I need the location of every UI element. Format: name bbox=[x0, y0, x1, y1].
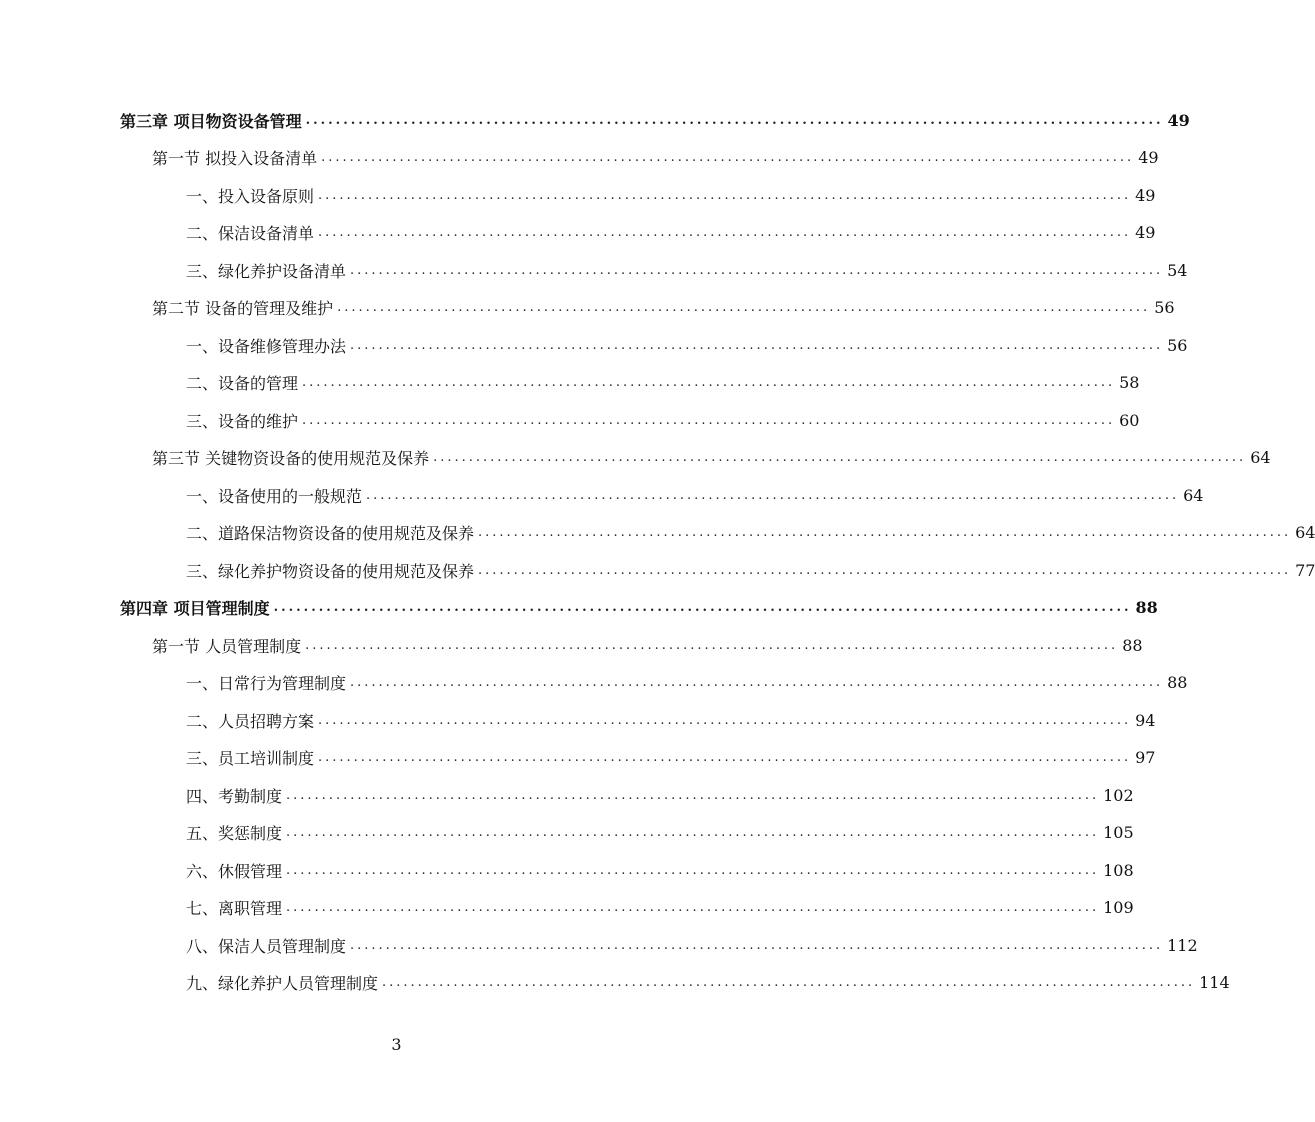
toc-dot-leader: .................................................................................................................. bbox=[286, 899, 1100, 915]
toc-entry-title: 八、保洁人员管理制度 bbox=[186, 936, 347, 956]
toc-entry-title: 二、设备的管理 bbox=[186, 373, 299, 393]
toc-entry-title: 第三节 关键物资设备的使用规范及保养 bbox=[152, 448, 430, 468]
toc-entry-page: 49 bbox=[1135, 185, 1156, 205]
toc-dot-leader: .................................................................................................................. bbox=[286, 787, 1100, 803]
toc-entry-page: 112 bbox=[1167, 935, 1198, 955]
toc-entry-title: 第二节 设备的管理及维护 bbox=[152, 298, 334, 318]
toc-dot-leader: .................................................................................................................. bbox=[350, 937, 1164, 953]
toc-entry-title: 九、绿化养护人员管理制度 bbox=[186, 973, 379, 993]
toc-entry-page: 56 bbox=[1167, 335, 1188, 355]
toc-entry-page: 64 bbox=[1183, 485, 1204, 505]
toc-entry-item[interactable] bbox=[186, 930, 1198, 960]
toc-entry-item[interactable] bbox=[186, 780, 1134, 810]
toc-entry-item[interactable] bbox=[186, 517, 1315, 547]
toc-entry-page: 94 bbox=[1135, 710, 1156, 730]
toc-entry-title: 二、保洁设备清单 bbox=[186, 223, 315, 243]
toc-dot-leader: .................................................................................................................. bbox=[302, 374, 1116, 390]
toc-entry-page: 109 bbox=[1103, 897, 1134, 917]
toc-entry-page: 108 bbox=[1103, 860, 1134, 880]
toc-dot-leader: .................................................................................................................. bbox=[273, 599, 1132, 615]
toc-entry-item[interactable] bbox=[186, 555, 1315, 585]
toc-entry-title: 三、绿化养护物资设备的使用规范及保养 bbox=[186, 561, 475, 581]
toc-dot-leader: .................................................................................................................. bbox=[366, 487, 1180, 503]
toc-entry-item[interactable] bbox=[186, 217, 1156, 247]
toc-entry-item[interactable] bbox=[186, 667, 1188, 697]
toc-entry-title: 六、休假管理 bbox=[186, 861, 283, 881]
toc-entry-title: 第一节 人员管理制度 bbox=[152, 636, 302, 656]
toc-entry-title: 一、设备维修管理办法 bbox=[186, 336, 347, 356]
toc-entry-item[interactable] bbox=[186, 967, 1230, 997]
toc-entry-title: 二、人员招聘方案 bbox=[186, 711, 315, 731]
toc-entry-item[interactable] bbox=[186, 855, 1134, 885]
toc-entry-page: 97 bbox=[1135, 747, 1156, 767]
toc-dot-leader: .................................................................................................................. bbox=[321, 149, 1135, 165]
toc-entry-item[interactable] bbox=[186, 480, 1204, 510]
toc-entry-title: 三、绿化养护设备清单 bbox=[186, 261, 347, 281]
toc-dot-leader: .................................................................................................................. bbox=[350, 262, 1164, 278]
toc-dot-leader: .................................................................................................................. bbox=[286, 862, 1100, 878]
toc-entry-page: 88 bbox=[1122, 635, 1143, 655]
toc-entry-page: 88 bbox=[1167, 672, 1188, 692]
toc-entry-page: 64 bbox=[1250, 447, 1271, 467]
toc-entry-section[interactable] bbox=[152, 292, 1175, 322]
toc-entry-page: 105 bbox=[1103, 822, 1134, 842]
toc-entry-page: 60 bbox=[1119, 410, 1140, 430]
toc-dot-leader: .................................................................................................................. bbox=[305, 637, 1119, 653]
toc-dot-leader: .................................................................................................................. bbox=[350, 337, 1164, 353]
toc-entry-title: 三、员工培训制度 bbox=[186, 748, 315, 768]
toc-entry-title: 三、设备的维护 bbox=[186, 411, 299, 431]
toc-entry-title: 七、离职管理 bbox=[186, 898, 283, 918]
toc-dot-leader: .................................................................................................................. bbox=[318, 712, 1132, 728]
toc-entry-item[interactable] bbox=[186, 330, 1188, 360]
toc-dot-leader: .................................................................................................................. bbox=[305, 112, 1164, 128]
toc-dot-leader: .................................................................................................................. bbox=[337, 299, 1151, 315]
toc-dot-leader: .................................................................................................................. bbox=[302, 412, 1116, 428]
toc-entry-page: 56 bbox=[1154, 297, 1175, 317]
toc-entry-title: 五、奖惩制度 bbox=[186, 823, 283, 843]
toc-dot-leader: .................................................................................................................. bbox=[478, 524, 1292, 540]
toc-dot-leader: .................................................................................................................. bbox=[318, 187, 1132, 203]
toc-entry-page: 64 bbox=[1295, 522, 1315, 542]
toc-entry-page: 58 bbox=[1119, 372, 1140, 392]
toc-entry-page: 49 bbox=[1135, 222, 1156, 242]
toc-entry-title: 二、道路保洁物资设备的使用规范及保养 bbox=[186, 523, 475, 543]
toc-entry-page: 77 bbox=[1295, 560, 1315, 580]
toc-entry-title: 一、投入设备原则 bbox=[186, 186, 315, 206]
toc-entry-page: 88 bbox=[1135, 597, 1158, 617]
toc-entry-section[interactable] bbox=[152, 630, 1143, 660]
toc-entry-item[interactable] bbox=[186, 180, 1156, 210]
toc-entry-page: 49 bbox=[1167, 110, 1190, 130]
toc-entry-page: 102 bbox=[1103, 785, 1134, 805]
toc-dot-leader: .................................................................................................................. bbox=[433, 449, 1247, 465]
toc-entry-page: 114 bbox=[1199, 972, 1230, 992]
toc-entry-item[interactable] bbox=[186, 367, 1140, 397]
toc-entry-item[interactable] bbox=[186, 817, 1134, 847]
toc-entry-item[interactable] bbox=[186, 705, 1156, 735]
toc-entry-section[interactable] bbox=[152, 442, 1271, 472]
toc-entry-item[interactable] bbox=[186, 892, 1134, 922]
toc-entry-title: 一、设备使用的一般规范 bbox=[186, 486, 363, 506]
toc-entry-item[interactable] bbox=[186, 255, 1188, 285]
toc-entry-section[interactable] bbox=[152, 142, 1159, 172]
toc-entry-page: 49 bbox=[1138, 147, 1159, 167]
toc-dot-leader: .................................................................................................................. bbox=[382, 974, 1196, 990]
toc-entry-title: 第四章 项目管理制度 bbox=[120, 598, 270, 618]
toc-dot-leader: .................................................................................................................. bbox=[350, 674, 1164, 690]
toc-entry-page: 54 bbox=[1167, 260, 1188, 280]
toc-entry-title: 第三章 项目物资设备管理 bbox=[120, 111, 302, 131]
toc-dot-leader: .................................................................................................................. bbox=[478, 562, 1292, 578]
toc-dot-leader: .................................................................................................................. bbox=[318, 224, 1132, 240]
toc-dot-leader: .................................................................................................................. bbox=[286, 824, 1100, 840]
toc-entry-item[interactable] bbox=[186, 742, 1156, 772]
toc-entry-title: 一、日常行为管理制度 bbox=[186, 673, 347, 693]
page-number: 3 bbox=[391, 1035, 402, 1054]
toc-entry-chapter[interactable] bbox=[120, 592, 1158, 622]
toc-entry-item[interactable] bbox=[186, 405, 1140, 435]
toc-entry-title: 四、考勤制度 bbox=[186, 786, 283, 806]
toc-entry-chapter[interactable] bbox=[120, 105, 1190, 135]
toc-dot-leader: .................................................................................................................. bbox=[318, 749, 1132, 765]
toc-entry-title: 第一节 拟投入设备清单 bbox=[152, 148, 318, 168]
